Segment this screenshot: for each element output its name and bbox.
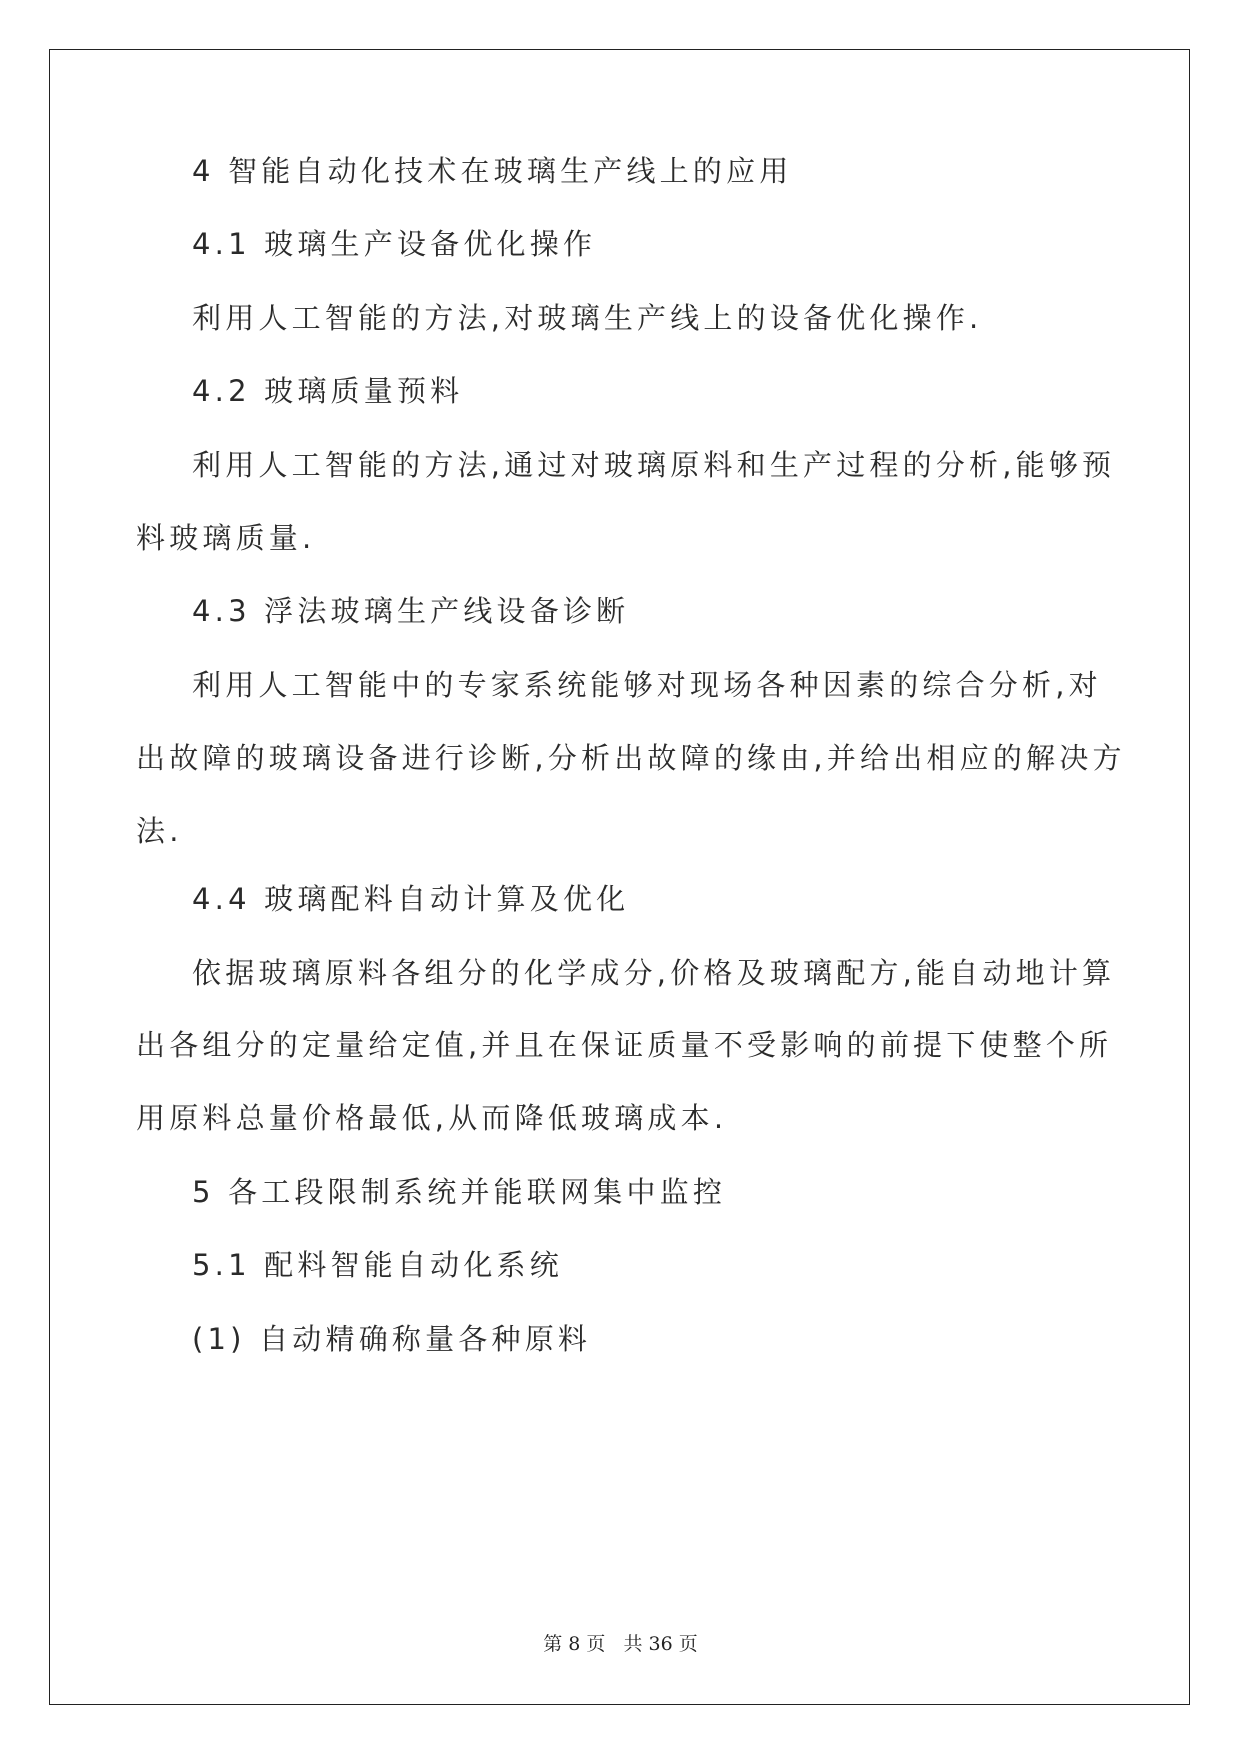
- paragraph-line: 出故障的玻璃设备进行诊断,分析出故障的缘由,并给出相应的解决方: [136, 741, 1126, 775]
- paragraph-line: 法.: [136, 814, 183, 848]
- paragraph-line: 用原料总量价格最低,从而降低玻璃成本.: [136, 1101, 728, 1135]
- page-total: 共 36 页: [623, 1633, 698, 1655]
- paragraph-line: 料玻璃质量.: [136, 521, 316, 555]
- page-number: 第 8 页: [543, 1633, 606, 1655]
- paragraph-line: 利用人工智能的方法,通过对玻璃原料和生产过程的分析,能够预: [192, 448, 1116, 482]
- subsection-heading: 4.3 浮法玻璃生产线设备诊断: [192, 594, 630, 628]
- paragraph-line: 依据玻璃原料各组分的化学成分,价格及玻璃配方,能自动地计算: [192, 956, 1116, 990]
- page-footer: [0, 1632, 1241, 1656]
- paragraph-line: 利用人工智能的方法,对玻璃生产线上的设备优化操作.: [192, 301, 983, 335]
- paragraph-line: 出各组分的定量给定值,并且在保证质量不受影响的前提下使整个所: [136, 1028, 1113, 1062]
- section-heading: 4 智能自动化技术在玻璃生产线上的应用: [192, 154, 793, 188]
- list-item: (1) 自动精确称量各种原料: [192, 1322, 592, 1356]
- subsection-heading: 5.1 配料智能自动化系统: [192, 1248, 563, 1282]
- subsection-heading: 4.4 玻璃配料自动计算及优化: [192, 882, 630, 916]
- subsection-heading: 4.1 玻璃生产设备优化操作: [192, 227, 597, 261]
- page-border: [49, 49, 1190, 1705]
- subsection-heading: 4.2 玻璃质量预料: [192, 374, 464, 408]
- paragraph-line: 利用人工智能中的专家系统能够对现场各种因素的综合分析,对: [192, 668, 1102, 702]
- section-heading: 5 各工段限制系统并能联网集中监控: [192, 1175, 727, 1209]
